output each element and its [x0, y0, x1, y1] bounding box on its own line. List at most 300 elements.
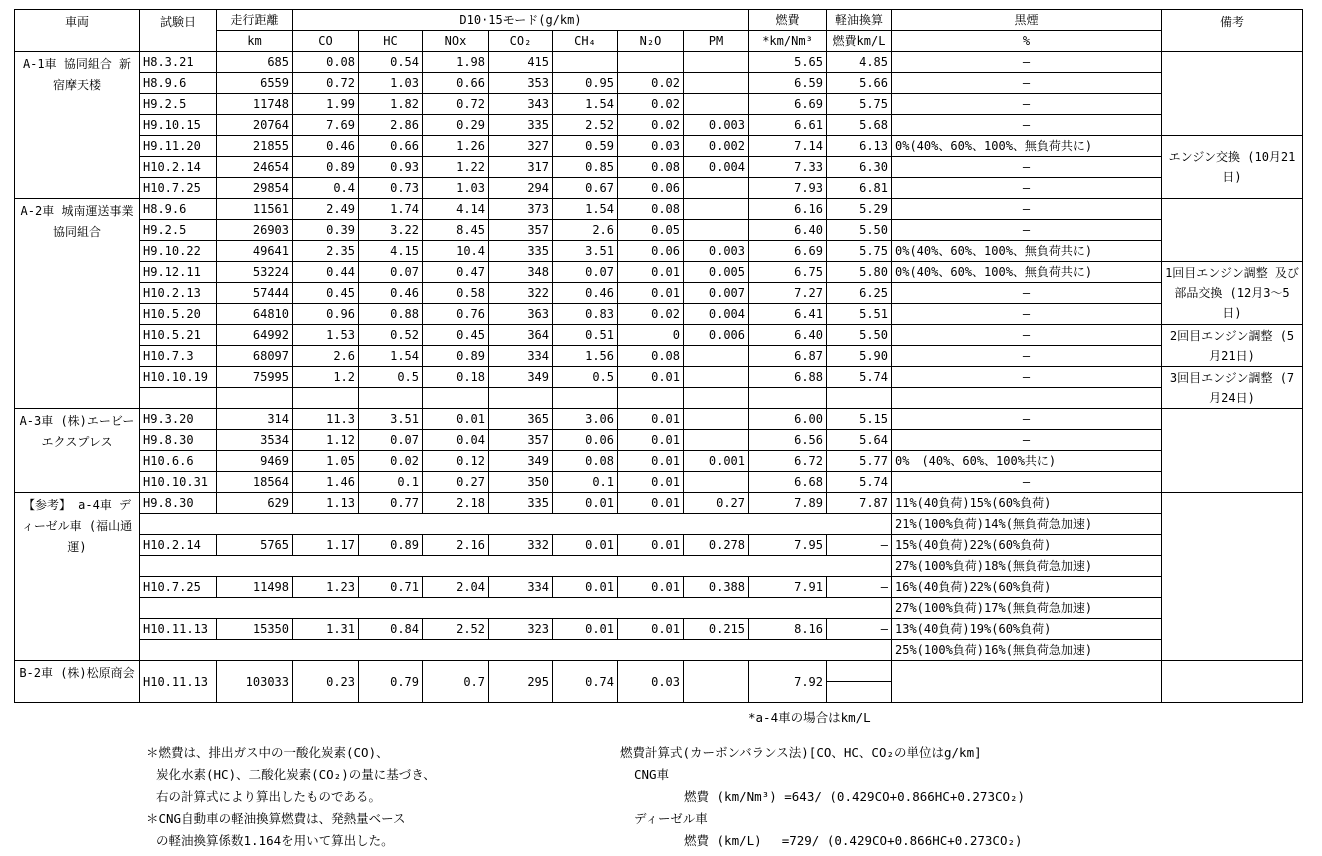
vehicle-b2: B-2車 (株)松原商会 [15, 661, 140, 703]
note-line: ＊燃費は、排出ガス中の一酸化炭素(CO)、 [146, 745, 389, 760]
cell-co: 1.31 [293, 619, 359, 640]
table-row [15, 94, 1303, 115]
cell-date: H9.12.11 [140, 262, 217, 283]
cell-pm [684, 430, 749, 451]
header-fuel: 燃費 [749, 10, 827, 31]
formula-diesel-label: ディーゼル車 [634, 811, 708, 826]
cell-distance: 103033 [217, 661, 293, 703]
cell-date: H10.10.31 [140, 472, 217, 493]
cell-diesel-eq: 5.51 [827, 304, 892, 325]
cell-hc: 0.07 [359, 430, 423, 451]
cell-co2: 327 [489, 136, 553, 157]
cell-empty [140, 640, 892, 661]
cell-fuel: 6.69 [749, 241, 827, 262]
remark-empty [1162, 661, 1303, 703]
cell-co: 1.2 [293, 367, 359, 388]
cell-fuel: 7.89 [749, 493, 827, 514]
remark-empty [1162, 199, 1303, 262]
header-n2o: N₂O [618, 31, 684, 52]
cell-pm [684, 661, 749, 703]
cell-co: 11.3 [293, 409, 359, 430]
cell-hc: 0.52 [359, 325, 423, 346]
cell-nox: 10.4 [423, 241, 489, 262]
cell-nox: 1.22 [423, 157, 489, 178]
cell-n2o: 0.01 [618, 451, 684, 472]
formula-cng-label: CNG車 [634, 767, 670, 782]
cell-diesel-eq: 5.75 [827, 241, 892, 262]
cell-co2: 323 [489, 619, 553, 640]
cell-hc: 0.73 [359, 178, 423, 199]
cell-fuel: 6.69 [749, 94, 827, 115]
cell-ch4: 0.1 [553, 472, 618, 493]
table-row [15, 535, 1303, 556]
footnote: *a-4車の場合はkm/L [748, 710, 871, 725]
cell-smoke-2: 21%(100%負荷)14%(無負荷急加速) [892, 514, 1162, 535]
cell-pm: 0.215 [684, 619, 749, 640]
cell-n2o: 0.06 [618, 241, 684, 262]
header-remarks: 備考 [1162, 10, 1303, 52]
cell-nox: 0.04 [423, 430, 489, 451]
cell-ch4: 0.01 [553, 577, 618, 598]
cell-n2o: 0.01 [618, 262, 684, 283]
cell-ch4: 0.95 [553, 73, 618, 94]
cell-co2: 364 [489, 325, 553, 346]
cell-diesel-eq: 5.15 [827, 409, 892, 430]
cell-hc: 1.54 [359, 346, 423, 367]
cell-ch4: 0.83 [553, 304, 618, 325]
cell-date: H10.2.14 [140, 535, 217, 556]
cell-hc: 0.93 [359, 157, 423, 178]
cell-hc: 1.74 [359, 199, 423, 220]
cell-nox: 0.01 [423, 409, 489, 430]
table-row [15, 10, 1303, 31]
cell-pm [684, 178, 749, 199]
cell-empty [618, 388, 684, 409]
cell-pm: 0.388 [684, 577, 749, 598]
table-row [15, 52, 1303, 73]
header-vehicle: 車両 [15, 10, 140, 52]
cell-ch4: 0.08 [553, 451, 618, 472]
cell-fuel: 6.87 [749, 346, 827, 367]
header-diesel-eq: 軽油換算 [827, 10, 892, 31]
table-row [15, 493, 1303, 514]
cell-date: H9.3.20 [140, 409, 217, 430]
cell-nox: 1.26 [423, 136, 489, 157]
vehicle-a3: A-3車 (株)エービー エクスプレス [15, 409, 140, 493]
cell-fuel: 7.91 [749, 577, 827, 598]
header-hc: HC [359, 31, 423, 52]
cell-co2: 322 [489, 283, 553, 304]
cell-co: 0.96 [293, 304, 359, 325]
cell-fuel: 6.41 [749, 304, 827, 325]
cell-ch4: 1.56 [553, 346, 618, 367]
cell-pm [684, 472, 749, 493]
cell-co: 1.05 [293, 451, 359, 472]
cell-pm [684, 346, 749, 367]
cell-diesel-eq: 4.85 [827, 52, 892, 73]
table-row [15, 514, 1303, 535]
table-row [15, 346, 1303, 367]
cell-date: H9.10.22 [140, 241, 217, 262]
header-date: 試験日 [140, 10, 217, 52]
cell-diesel-eq: 5.74 [827, 472, 892, 493]
cell-smoke: ― [892, 52, 1162, 73]
cell-date: H10.7.25 [140, 178, 217, 199]
cell-empty [749, 388, 827, 409]
table-row [15, 73, 1303, 94]
table-row [15, 367, 1303, 388]
cell-date: H10.7.25 [140, 577, 217, 598]
table-row [15, 577, 1303, 598]
cell-pm: 0.003 [684, 115, 749, 136]
cell-empty [140, 514, 892, 535]
cell-smoke: ― [892, 220, 1162, 241]
cell-fuel: 6.68 [749, 472, 827, 493]
table-row [15, 472, 1303, 493]
cell-co2: 335 [489, 493, 553, 514]
cell-fuel: 5.65 [749, 52, 827, 73]
cell-diesel-eq: 5.75 [827, 94, 892, 115]
cell-fuel: 8.16 [749, 619, 827, 640]
header-co: CO [293, 31, 359, 52]
cell-date: H10.5.20 [140, 304, 217, 325]
header-pm: PM [684, 31, 749, 52]
cell-nox: 8.45 [423, 220, 489, 241]
emission-table [14, 9, 1303, 703]
cell-n2o: 0.01 [618, 430, 684, 451]
cell-ch4: 0.01 [553, 619, 618, 640]
cell-ch4 [553, 52, 618, 73]
cell-smoke-2: 27%(100%負荷)18%(無負荷急加速) [892, 556, 1162, 577]
cell-n2o [618, 52, 684, 73]
remark-a2-3: 3回目エンジン調整 (7月24日) [1162, 367, 1303, 409]
cell-smoke: 0%(40%、60%、100%、無負荷共に) [892, 241, 1162, 262]
cell-nox: 2.52 [423, 619, 489, 640]
cell-empty [359, 388, 423, 409]
cell-smoke-2: 27%(100%負荷)17%(無負荷急加速) [892, 598, 1162, 619]
cell-distance: 15350 [217, 619, 293, 640]
cell-distance: 57444 [217, 283, 293, 304]
cell-n2o: 0.01 [618, 619, 684, 640]
cell-co: 7.69 [293, 115, 359, 136]
cell-fuel: 7.92 [749, 661, 827, 703]
cell-nox: 0.18 [423, 367, 489, 388]
cell-co: 1.53 [293, 325, 359, 346]
cell-co: 0.23 [293, 661, 359, 703]
cell-ch4: 3.51 [553, 241, 618, 262]
table-row [15, 220, 1303, 241]
cell-empty [140, 388, 217, 409]
table-row [15, 304, 1303, 325]
cell-diesel-eq: ― [827, 619, 892, 640]
cell-diesel-eq: ― [827, 535, 892, 556]
cell-distance: 5765 [217, 535, 293, 556]
table-row [15, 388, 1303, 409]
cell-co2: 348 [489, 262, 553, 283]
emission-data-sheet [14, 9, 1303, 703]
remark-a2-1: 1回目エンジン調整 及び部品交換 (12月3～5日) [1162, 262, 1303, 325]
cell-nox: 0.45 [423, 325, 489, 346]
cell-diesel-eq: 5.66 [827, 73, 892, 94]
cell-smoke: 13%(40負荷)19%(60%負荷) [892, 619, 1162, 640]
cell-distance: 685 [217, 52, 293, 73]
cell-pm: 0.004 [684, 304, 749, 325]
table-row [15, 325, 1303, 346]
cell-hc: 0.46 [359, 283, 423, 304]
cell-hc: 0.02 [359, 451, 423, 472]
cell-n2o: 0.01 [618, 409, 684, 430]
cell-pm [684, 199, 749, 220]
cell-smoke: ― [892, 283, 1162, 304]
cell-date: H10.11.13 [140, 619, 217, 640]
cell-smoke: ― [892, 115, 1162, 136]
cell-ch4: 0.85 [553, 157, 618, 178]
table-row [15, 598, 1303, 619]
cell-ch4: 0.5 [553, 367, 618, 388]
cell-diesel-eq: 6.81 [827, 178, 892, 199]
cell-distance: 49641 [217, 241, 293, 262]
cell-co2: 335 [489, 241, 553, 262]
table-row [15, 157, 1303, 178]
vehicle-a2: A-2車 城南運送事業 協同組合 [15, 199, 140, 409]
header-distance: 走行距離 [217, 10, 293, 31]
cell-empty [892, 388, 1162, 409]
cell-ch4: 2.6 [553, 220, 618, 241]
cell-co2: 343 [489, 94, 553, 115]
cell-smoke-2: 25%(100%負荷)16%(無負荷急加速) [892, 640, 1162, 661]
cell-smoke [892, 661, 1162, 703]
cell-distance: 11748 [217, 94, 293, 115]
cell-fuel: 6.00 [749, 409, 827, 430]
cell-distance: 64992 [217, 325, 293, 346]
formula-diesel: 燃費 (km/L) =729/ (0.429CO+0.866HC+0.273CO₂) [684, 833, 1023, 848]
cell-distance: 53224 [217, 262, 293, 283]
cell-co: 0.46 [293, 136, 359, 157]
cell-n2o: 0.01 [618, 493, 684, 514]
cell-fuel: 6.16 [749, 199, 827, 220]
cell-fuel: 6.75 [749, 262, 827, 283]
cell-pm: 0.003 [684, 241, 749, 262]
cell-hc: 0.77 [359, 493, 423, 514]
cell-co: 0.72 [293, 73, 359, 94]
cell-nox: 1.03 [423, 178, 489, 199]
cell-distance: 18564 [217, 472, 293, 493]
table-row [15, 178, 1303, 199]
cell-ch4: 0.06 [553, 430, 618, 451]
cell-diesel-eq: 5.50 [827, 220, 892, 241]
cell-pm: 0.005 [684, 262, 749, 283]
cell-fuel: 6.40 [749, 220, 827, 241]
cell-nox: 1.98 [423, 52, 489, 73]
cell-distance: 64810 [217, 304, 293, 325]
cell-empty [293, 388, 359, 409]
cell-co2: 365 [489, 409, 553, 430]
notes-left [146, 742, 436, 852]
cell-diesel-eq: ― [827, 577, 892, 598]
cell-co2: 357 [489, 430, 553, 451]
remark-empty [1162, 493, 1303, 661]
cell-n2o: 0.01 [618, 367, 684, 388]
cell-distance: 20764 [217, 115, 293, 136]
header-smoke-unit: % [892, 31, 1162, 52]
cell-diesel-eq: 5.68 [827, 115, 892, 136]
cell-fuel: 6.61 [749, 115, 827, 136]
table-row [15, 283, 1303, 304]
cell-diesel-eq: 5.64 [827, 430, 892, 451]
cell-distance: 6559 [217, 73, 293, 94]
cell-co2: 332 [489, 535, 553, 556]
cell-empty [489, 388, 553, 409]
cell-date: H10.5.21 [140, 325, 217, 346]
cell-diesel-eq: 7.87 [827, 493, 892, 514]
cell-n2o: 0.08 [618, 346, 684, 367]
cell-co2: 363 [489, 304, 553, 325]
cell-fuel: 6.40 [749, 325, 827, 346]
cell-distance: 68097 [217, 346, 293, 367]
cell-fuel: 6.72 [749, 451, 827, 472]
cell-pm [684, 52, 749, 73]
cell-nox: 0.72 [423, 94, 489, 115]
cell-hc: 0.88 [359, 304, 423, 325]
cell-co: 1.17 [293, 535, 359, 556]
cell-diesel-eq: 5.80 [827, 262, 892, 283]
cell-pm [684, 94, 749, 115]
cell-hc: 0.1 [359, 472, 423, 493]
cell-co: 0.4 [293, 178, 359, 199]
cell-co: 1.46 [293, 472, 359, 493]
cell-co: 2.6 [293, 346, 359, 367]
cell-co: 1.12 [293, 430, 359, 451]
cell-nox: 4.14 [423, 199, 489, 220]
cell-ch4: 3.06 [553, 409, 618, 430]
cell-co2: 295 [489, 661, 553, 703]
cell-nox: 0.29 [423, 115, 489, 136]
vehicle-a1: A-1車 協同組合 新宿摩天楼 [15, 52, 140, 199]
cell-date: H9.11.20 [140, 136, 217, 157]
cell-nox: 2.16 [423, 535, 489, 556]
cell-fuel: 6.56 [749, 430, 827, 451]
cell-n2o: 0 [618, 325, 684, 346]
cell-co2: 335 [489, 115, 553, 136]
cell-pm [684, 367, 749, 388]
cell-diesel-eq: 6.13 [827, 136, 892, 157]
cell-pm [684, 409, 749, 430]
cell-co2: 334 [489, 346, 553, 367]
cell-date: H8.9.6 [140, 73, 217, 94]
cell-co2: 334 [489, 577, 553, 598]
cell-ch4: 1.54 [553, 94, 618, 115]
note-line: 炭化水素(HC)、二酸化炭素(CO₂)の量に基づき、 [156, 767, 436, 782]
cell-diesel-eq: 5.77 [827, 451, 892, 472]
cell-distance: 3534 [217, 430, 293, 451]
note-line: 右の計算式により算出したものである。 [156, 789, 382, 804]
cell-co: 1.99 [293, 94, 359, 115]
header-smoke: 黒煙 [892, 10, 1162, 31]
cell-ch4: 0.74 [553, 661, 618, 703]
cell-n2o: 0.03 [618, 661, 684, 703]
cell-pm: 0.278 [684, 535, 749, 556]
cell-n2o: 0.02 [618, 115, 684, 136]
cell-date: H10.2.13 [140, 283, 217, 304]
cell-fuel: 6.88 [749, 367, 827, 388]
cell-date: H8.3.21 [140, 52, 217, 73]
cell-ch4: 0.01 [553, 535, 618, 556]
table-row [15, 199, 1303, 220]
cell-date: H10.6.6 [140, 451, 217, 472]
cell-diesel-eq [827, 661, 892, 682]
remark-empty [1162, 52, 1303, 136]
cell-hc: 3.51 [359, 409, 423, 430]
cell-distance: 314 [217, 409, 293, 430]
cell-nox: 0.12 [423, 451, 489, 472]
header-diesel-eq-unit: 燃費km/L [827, 31, 892, 52]
cell-empty [217, 388, 293, 409]
table-row [15, 409, 1303, 430]
cell-co2: 373 [489, 199, 553, 220]
table-row [15, 136, 1303, 157]
cell-co: 0.08 [293, 52, 359, 73]
cell-pm [684, 73, 749, 94]
cell-pm: 0.27 [684, 493, 749, 514]
cell-fuel: 7.27 [749, 283, 827, 304]
cell-hc: 0.89 [359, 535, 423, 556]
cell-smoke: ― [892, 472, 1162, 493]
cell-n2o: 0.02 [618, 73, 684, 94]
cell-co: 0.39 [293, 220, 359, 241]
table-row [15, 115, 1303, 136]
cell-date: H9.8.30 [140, 493, 217, 514]
cell-hc: 0.71 [359, 577, 423, 598]
cell-hc: 0.07 [359, 262, 423, 283]
cell-n2o: 0.02 [618, 94, 684, 115]
cell-nox: 0.7 [423, 661, 489, 703]
table-row [15, 262, 1303, 283]
cell-co2: 353 [489, 73, 553, 94]
cell-empty [553, 388, 618, 409]
header-ch4: CH₄ [553, 31, 618, 52]
cell-n2o: 0.08 [618, 199, 684, 220]
header-mode: D10·15モード(g/km) [293, 10, 749, 31]
cell-pm: 0.001 [684, 451, 749, 472]
cell-smoke: ― [892, 430, 1162, 451]
cell-co2: 317 [489, 157, 553, 178]
cell-smoke: 16%(40負荷)22%(60%負荷) [892, 577, 1162, 598]
cell-empty [140, 556, 892, 577]
cell-empty [423, 388, 489, 409]
cell-smoke: ― [892, 304, 1162, 325]
cell-co: 0.44 [293, 262, 359, 283]
cell-co: 1.13 [293, 493, 359, 514]
remark-empty [1162, 409, 1303, 493]
cell-date: H10.11.13 [140, 661, 217, 703]
cell-date: H9.8.30 [140, 430, 217, 451]
cell-distance: 75995 [217, 367, 293, 388]
cell-distance: 26903 [217, 220, 293, 241]
cell-co2: 357 [489, 220, 553, 241]
cell-diesel-eq: 5.90 [827, 346, 892, 367]
cell-ch4: 0.46 [553, 283, 618, 304]
cell-co2: 349 [489, 367, 553, 388]
cell-date: H10.10.19 [140, 367, 217, 388]
cell-date: H9.10.15 [140, 115, 217, 136]
cell-date: H10.7.3 [140, 346, 217, 367]
cell-date: H9.2.5 [140, 94, 217, 115]
table-row [15, 451, 1303, 472]
notes-right [620, 742, 1025, 852]
cell-smoke: ― [892, 178, 1162, 199]
table-row [15, 661, 1303, 682]
cell-smoke: 0% (40%、60%、100%共に) [892, 451, 1162, 472]
